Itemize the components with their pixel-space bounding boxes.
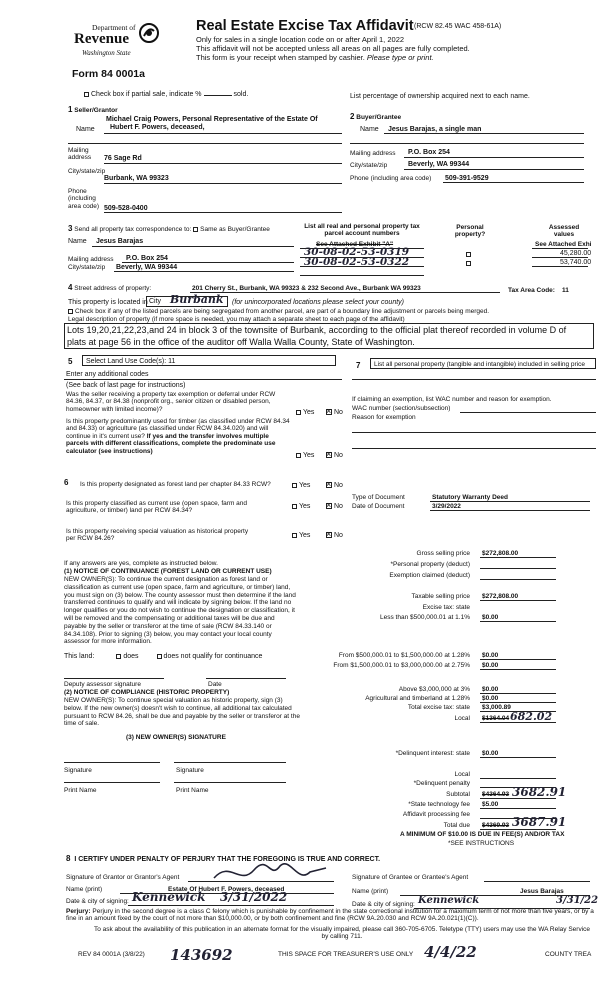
buyer-phone: 509-391-9529 <box>445 175 489 182</box>
parcel-personal-checkbox-2[interactable] <box>466 260 473 268</box>
exemption-no[interactable]: × No <box>326 409 343 417</box>
buyer-city: Beverly, WA 99344 <box>408 161 470 168</box>
excise-state-label: Excise tax: state <box>422 604 470 611</box>
local-label: Local <box>454 715 470 722</box>
ag-value: $0.00 <box>482 695 499 702</box>
tier2-value: $0.00 <box>482 652 499 659</box>
taxable-value: $272,808.00 <box>482 593 519 600</box>
local-value-handwritten: 682.02 <box>510 710 553 723</box>
grantor-city-handwritten: Kennewick <box>132 890 206 904</box>
forest-question-3: Is this property receiving special valuation as historical property per RCW 84.26? <box>66 528 249 543</box>
form-number: Form 84 0001a <box>72 68 145 80</box>
land-use-row: Select Land Use Code(s): 11 <box>86 358 176 365</box>
buyer-mailing-label: Mailing address <box>350 150 396 157</box>
land-use-number: 5 <box>68 357 73 366</box>
seller-phone-label: Phone (including area code) <box>68 188 100 210</box>
buyer-heading: 2 Buyer/Grantee <box>350 112 402 121</box>
tax-corr-city: Beverly, WA 99344 <box>116 264 178 271</box>
forest-number: 6 <box>64 478 69 487</box>
parcel-number-2: 30-08-02-53-0322 <box>304 256 410 268</box>
seller-phone: 509-528-0400 <box>104 205 148 212</box>
notice-continuance-body: NEW OWNER(S): To continue the current designation as forest land or classification as current use (open space, farm and agriculture, or timber) land, you must sign on (3) below. The county assessor must then determine if the land transferred continues to qualify and will indicate by signing below. If the land no longer qualifies or you do not wish to continue the designation or classification, it will be removed and the compensating or additional taxes will be due and payable by the seller or transferor at the time of sale (RCW 84.33.140 or 84.34.108). Prior to signing (3) below, you may contact your local county assessor for more information. <box>64 576 296 646</box>
forest-question-2: Is this property classified as current use (open space, farm and agriculture, or timber) land per RCW 84.34? <box>66 500 248 515</box>
gross-label: Gross selling price <box>416 550 470 557</box>
seller-address: 76 Sage Rd <box>104 155 142 162</box>
forest-q3-yes[interactable]: Yes <box>292 532 310 540</box>
exemption-yes[interactable]: Yes <box>296 409 314 417</box>
property-address: 201 Cherry St., Burbank, WA 99323 & 232 Second Ave., Burbank WA 99323 <box>192 285 421 292</box>
buyer-name: Jesus Barajas, a single man <box>388 126 482 133</box>
tier1-value: $0.00 <box>482 614 499 621</box>
header-notice-3: This form is your receipt when stamped by cashier. Please type or print. <box>196 53 434 62</box>
buyer-name-label: Name <box>360 126 379 133</box>
same-as-buyer-checkbox[interactable] <box>193 227 198 232</box>
perjury-notice: Perjury: Perjury in the second degree is a class C felony which is punishable by confinement in the state correctional institution for a maximum term of not more than five years, or by a fine in an amount fixed by the court of not more than $10,000.00, or by both confinement and fine (RCW 9A.20.030 and RCW 9A.20.021(1)(C)). <box>66 908 594 923</box>
tax-area-code: 11 <box>562 287 569 294</box>
seller-city-label: City/state/zip <box>68 168 106 175</box>
located-in-label: This property is located in <box>68 299 148 306</box>
timber-no[interactable]: × No <box>326 452 343 460</box>
tax-corr-city-label: City/state/zip <box>68 264 106 271</box>
reason-label: Reason for exemption <box>352 414 416 421</box>
seller-name-line1: Michael Craig Powers, Personal Representative of the Estate Of <box>106 116 318 123</box>
treasurer-date-handwritten: 4/4/22 <box>424 943 477 961</box>
grantee-name: Jesus Barajas <box>520 888 564 895</box>
accessibility-note: To ask about the availability of this publication in an alternate format for the visually impaired, please call 360-705-6705. Teletype (TTY) users may use the WA Relay Service by calling 711. <box>93 926 591 941</box>
land-use-code: 11 <box>168 358 176 365</box>
tax-corr-heading: 3 Send all property tax correspondence to: Same as Buyer/Grantee <box>68 224 270 233</box>
personal-prop-heading: List all personal property (tangible and intangible) included in selling price <box>374 361 586 368</box>
delinquent-interest-label: *Delinquent interest: state <box>395 750 470 757</box>
tax-corr-mailing-label: Mailing address <box>68 256 114 263</box>
buyer-address: P.O. Box 254 <box>408 149 450 156</box>
grantor-name-label: Name (print) <box>66 886 103 893</box>
partial-sale-row: Check box if partial sale, indicate % sold. <box>84 91 248 99</box>
forest-q2-no[interactable]: × No <box>326 503 343 511</box>
grantee-date-city-label: Date & city of signing: <box>352 901 415 908</box>
forest-q1-no[interactable]: × No <box>326 482 343 490</box>
parcel-number-1: 30-08-02-53-0319 <box>304 246 410 258</box>
delinquent-local-label: Local <box>454 771 470 778</box>
total-state-label: Total excise tax: state <box>407 704 470 711</box>
subtotal-struck: $4364.93 <box>482 791 510 798</box>
partial-sale-checkbox[interactable] <box>84 92 89 97</box>
owner-print-label-1: Print Name <box>64 787 97 794</box>
tax-area-label: Tax Area Code: <box>508 287 555 294</box>
grantor-date-city-label: Date & city of signing: <box>66 898 129 905</box>
deputy-signature-label: Deputy assessor signature <box>64 681 141 688</box>
exemption-question: Was the seller receiving a property tax exemption or deferral under RCW 84.36, 84.37, or 84.38 (nonprofit org., senior citizen or disabled person, homeowner with limited income)? <box>66 391 276 413</box>
see-attached-value: See Attached Exhi <box>535 241 592 248</box>
tier4-value: $0.00 <box>482 686 499 693</box>
local-value-struck: $1364.04 <box>482 715 510 722</box>
total-due-label: Total due <box>443 822 470 829</box>
forest-q2-yes[interactable]: Yes <box>292 503 310 511</box>
see-instructions: *SEE INSTRUCTIONS <box>448 840 515 847</box>
land-does-not-checkbox[interactable] <box>157 654 162 659</box>
tax-corr-name: Jesus Barajas <box>96 238 144 245</box>
grantor-name: Estate Of Hubert F. Powers, deceased <box>168 886 285 893</box>
seller-heading: 1 Seller/Grantor <box>68 105 118 114</box>
receipt-number-handwritten: 143692 <box>170 946 233 964</box>
tech-fee-label: *State technology fee <box>408 801 470 808</box>
forest-q1-yes[interactable]: Yes <box>292 482 310 490</box>
subtotal-label: Subtotal <box>446 791 470 798</box>
land-does-checkbox[interactable] <box>116 654 121 659</box>
seller-name-line2: Hubert F. Powers, deceased, <box>110 124 205 131</box>
city-select-value: Burbank <box>170 293 224 306</box>
timber-question: Is this property predominantly used for timber (as classified under RCW 84.34 and 84.33) or agriculture (as classified under RCW 84.34.020) and will continue in it's current use? If yes and the transfer involves multiple parcels with different classifications, complete the predominate use calculator (see instructions) <box>66 418 290 455</box>
legal-desc-label: Legal description of property (if more space is needed, you may attach a separate sheet to each page of the affidavit) <box>68 316 405 323</box>
header-notice-2: This affidavit will not be accepted unless all areas on all pages are fully completed. <box>196 44 470 53</box>
see-attached-exhibit: See Attached Exhibit "A" <box>316 241 394 248</box>
grantee-name-label: Name (print) <box>352 888 389 895</box>
delinquent-interest-value: $0.00 <box>482 750 499 757</box>
parcel-value-1: 45,280.00 <box>560 250 592 257</box>
timber-yes[interactable]: Yes <box>296 452 314 460</box>
see-back-note: (See back of last page for instructions) <box>66 382 186 389</box>
tax-corr-name-label: Name <box>68 238 87 245</box>
forest-question-1: Is this property designated as forest land per chapter 84.33 RCW? <box>80 481 271 488</box>
tier4-label: Above $3,000,000 at 3% <box>398 686 470 693</box>
total-due-handwritten: 3687.91 <box>512 815 567 829</box>
grantor-signature-mark <box>210 858 330 888</box>
tier1-label: Less than $500,000.01 at 1.1% <box>380 614 470 621</box>
tier3-value: $0.00 <box>482 662 499 669</box>
tech-fee-value: $5.00 <box>482 801 499 808</box>
grantor-date-handwritten: 3/31/2022 <box>220 890 288 904</box>
tax-corr-address: P.O. Box 254 <box>126 255 168 262</box>
ag-label: Agricultural and timberland at 1.28% <box>365 695 470 702</box>
buyer-city-label: City/state/zip <box>350 162 388 169</box>
segregated-checkbox[interactable] <box>68 309 73 314</box>
certify-heading: 8 I CERTIFY UNDER PENALTY OF PERJURY THAT THE FOREGOING IS TRUE AND CORRECT. <box>66 854 381 863</box>
owner-signature-label-2: Signature <box>176 767 204 774</box>
ownership-note: List percentage of ownership acquired next to each name. <box>350 93 530 100</box>
new-owner-signature-title: (3) NEW OWNER(S) SIGNATURE <box>126 734 226 741</box>
doc-type: Statutory Warranty Deed <box>432 494 508 501</box>
dor-logo <box>72 22 162 64</box>
revision-number: REV 84 0001A (3/8/22) <box>78 951 145 958</box>
exemption-wac-note: If claiming an exemption, list WAC number and reason for exemption. <box>352 396 552 403</box>
notice-continuance-title: (1) NOTICE OF CONTINUANCE (FOREST LAND OR CURRENT USE) <box>64 568 272 575</box>
property-address-label: 4 Street address of property: <box>68 283 152 292</box>
grantor-signature-label: Signature of Grantor or Grantor's Agent <box>66 874 180 881</box>
parcel-personal-checkbox-1[interactable] <box>466 251 473 259</box>
doc-type-label: Type of Document <box>352 494 405 501</box>
seller-city: Burbank, WA 99323 <box>104 175 169 182</box>
total-due-struck: $4369.93 <box>482 822 510 829</box>
dor-logo-line3: Washington State <box>82 49 131 57</box>
processing-fee-label: Affidavit processing fee <box>402 811 470 818</box>
taxable-label: Taxable selling price <box>411 593 470 600</box>
personal-prop-number: 7 <box>356 361 361 370</box>
seller-name-label: Name <box>76 126 95 133</box>
buyer-phone-label: Phone (including area code) <box>350 175 432 182</box>
wac-number-label: WAC number (section/subsection) <box>352 405 451 412</box>
delinquent-penalty-label: *Delinquent penalty <box>413 780 470 787</box>
gross-value: $272,808.00 <box>482 550 519 557</box>
assessed-col-header: Assessed values <box>548 224 580 239</box>
seller-mailing-label: Mailing address <box>68 147 92 162</box>
dor-logo-line1: Department of <box>92 23 136 32</box>
form-title: Real Estate Excise Tax Affidavit <box>196 18 414 34</box>
parcel-col-header: List all real and personal property tax parcel account numbers <box>304 223 420 238</box>
minimum-due-note: A MINIMUM OF $10.00 IS DUE IN FEE(S) AND/OR TAX <box>400 831 565 838</box>
grantee-city-handwritten: Kennewick <box>418 895 480 906</box>
legal-desc-line1: Lots 19,20,21,22,23,and 24 in block 3 of the townsite of Burbank, according to the official plat thereof recorded in volume D of <box>67 325 567 335</box>
deputy-date-label: Date <box>208 681 222 688</box>
form-citation: (RCW 82.45 WAC 458-61A) <box>414 23 502 30</box>
tier2-label: From $500,000.01 to $1,500,000.00 at 1.28% <box>338 652 470 659</box>
if-yes-note: If any answers are yes, complete as instructed below. <box>64 560 218 567</box>
exemption-deduct-label: Exemption claimed (deduct) <box>389 572 470 579</box>
parcel-value-2: 53,740.00 <box>560 259 592 266</box>
forest-q3-no[interactable]: × No <box>326 532 343 540</box>
grantee-date-handwritten: 3/31/22 <box>556 895 599 906</box>
subtotal-handwritten: 3682.91 <box>512 785 567 799</box>
legal-desc-line2: plats at page 56 in the office of the auditor off Walla Walla County, State of Washington. <box>67 337 415 347</box>
dor-emblem-icon <box>138 22 160 44</box>
notice-compliance-title: (2) NOTICE OF COMPLIANCE (HISTORIC PROPERTY) <box>64 689 230 696</box>
dor-logo-line2: Revenue <box>74 31 129 47</box>
legal-description-box[interactable] <box>64 323 594 349</box>
this-land-row: This land: does does not qualify for continuance <box>64 653 263 660</box>
total-state-value: $3,000.89 <box>482 704 511 711</box>
notice-compliance-body: NEW OWNER(S): To continue special valuation as historic property, sign (3) below. If the new owner(s) doesn't wish to continue, all additional tax calculated pursuant to RCW 84.26, shall be due and payable by the seller or transferor at the time of sale. <box>64 697 300 728</box>
segregated-row: Check box if any of the listed parcels are being segregated from another parcel, are part of a boundary line adjustment or parcels being merged. <box>68 308 489 315</box>
unincorporated-note: (for unincorporated locations please select your county) <box>232 299 404 306</box>
header-notice-1: Only for sales in a single location code on or after April 1, 2022 <box>196 35 405 44</box>
personal-deduct-label: *Personal property (deduct) <box>390 561 470 568</box>
doc-date-label: Date of Document <box>352 503 405 510</box>
additional-codes-label: Enter any additional codes <box>66 371 149 378</box>
personal-col-header: Personal property? <box>454 224 486 239</box>
doc-date: 3/29/2022 <box>432 503 461 510</box>
city-select-option: City <box>149 298 162 305</box>
grantee-signature-label: Signature of Grantee or Grantee's Agent <box>352 874 469 881</box>
treasurer-space: THIS SPACE FOR TREASURER'S USE ONLY <box>278 951 414 958</box>
tier3-label: From $1,500,000.01 to $3,000,000.00 at 2.75% <box>333 662 470 669</box>
county-treasurer: COUNTY TREA <box>545 951 592 958</box>
owner-print-label-2: Print Name <box>176 787 209 794</box>
owner-signature-label-1: Signature <box>64 767 92 774</box>
